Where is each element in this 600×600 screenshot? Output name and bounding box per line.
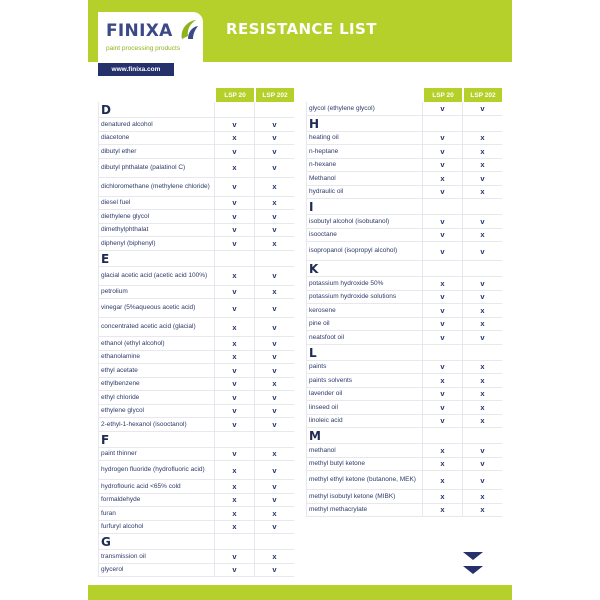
lsp20-value: v xyxy=(214,145,254,158)
lsp20-value: v xyxy=(214,391,254,404)
lsp20-value: x xyxy=(422,172,462,185)
lsp20-value: v xyxy=(422,159,462,172)
chemical-name: diphenyl (biphenyl) xyxy=(101,239,156,247)
table-row xyxy=(307,215,502,229)
table-row xyxy=(307,172,502,186)
lsp202-value: x xyxy=(254,448,294,461)
table-row xyxy=(99,405,294,419)
lsp20-value: v xyxy=(422,215,462,228)
lsp202-value: v xyxy=(254,564,294,577)
lsp202-value: v xyxy=(462,291,502,304)
lsp202-value: v xyxy=(462,277,502,290)
continue-arrows-icon xyxy=(463,552,483,576)
lsp20-value: x xyxy=(214,132,254,145)
lsp20-value: x xyxy=(422,490,462,503)
table-row xyxy=(99,448,294,462)
table-row xyxy=(99,521,294,535)
table-row xyxy=(99,480,294,494)
chemical-name: methanol xyxy=(309,446,336,454)
lsp202-value: x xyxy=(462,415,502,428)
chemical-name: vinegar (5%aqueous acetic acid) xyxy=(101,304,196,312)
lsp20-value: v xyxy=(422,102,462,115)
table-row xyxy=(307,361,502,375)
column-header xyxy=(98,88,294,102)
chemical-name: ethylene glycol xyxy=(101,407,144,414)
lsp202-value: x xyxy=(462,490,502,503)
chemical-name: potassium hydroxide solutions xyxy=(309,293,397,300)
lsp202-value: x xyxy=(462,159,502,172)
lsp202-value: v xyxy=(254,299,294,317)
chemical-name: pine oil xyxy=(309,320,330,327)
chemical-name: concentrated acetic acid (glacial) xyxy=(101,323,196,331)
brand-tagline: paint processing products xyxy=(106,45,181,52)
table-row xyxy=(307,444,502,458)
table-row xyxy=(99,224,294,238)
table-row xyxy=(99,299,294,318)
resistance-table-left xyxy=(98,102,294,577)
lsp202-value: v xyxy=(254,364,294,377)
chemical-name: transmission oil xyxy=(101,552,146,560)
lsp202-value: v xyxy=(254,267,294,285)
lsp20-value: v xyxy=(214,564,254,577)
chemical-name: lavender oil xyxy=(309,390,343,397)
table-row xyxy=(99,267,294,286)
lsp20-value: x xyxy=(422,471,462,489)
lsp20-value: x xyxy=(214,267,254,285)
lsp20-value: x xyxy=(422,458,462,471)
lsp202-value: x xyxy=(462,304,502,317)
chemical-name: isopropanol (isopropyl alcohol) xyxy=(309,247,398,255)
lsp20-value: x xyxy=(214,351,254,364)
lsp20-value: v xyxy=(422,318,462,331)
lsp20-value: v xyxy=(214,418,254,431)
table-row xyxy=(99,564,294,578)
lsp202-value: x xyxy=(462,374,502,387)
table-row xyxy=(307,388,502,402)
table-row xyxy=(99,550,294,564)
table-row xyxy=(99,145,294,159)
lsp202-value: x xyxy=(462,186,502,199)
table-row xyxy=(99,351,294,365)
lsp20-value: v xyxy=(422,291,462,304)
chemical-name: ethanol (ethyl alcohol) xyxy=(101,339,165,347)
lsp202-value: v xyxy=(254,118,294,131)
lsp202-value: x xyxy=(254,237,294,250)
lsp20-value: v xyxy=(422,388,462,401)
chemical-name: glycerol xyxy=(101,566,124,573)
website-link[interactable]: www.finixa.com xyxy=(98,63,174,76)
lsp20-value: x xyxy=(214,521,254,534)
lsp202-value: v xyxy=(462,242,502,260)
chemical-name: hydraulic oil xyxy=(309,188,344,195)
lsp20-value: x xyxy=(422,504,462,517)
lsp202-value: v xyxy=(462,215,502,228)
chemical-name: ethanolamine xyxy=(101,353,141,360)
chemical-name: n-hexane xyxy=(309,161,337,168)
lsp20-value: v xyxy=(422,186,462,199)
lsp20-value: v xyxy=(214,378,254,391)
lsp202-value: v xyxy=(254,391,294,404)
chemical-name: ethyl acetate xyxy=(101,366,138,374)
header-lsp202: LSP 202 xyxy=(256,88,294,102)
lsp202-value: v xyxy=(462,458,502,471)
table-row xyxy=(307,102,502,116)
lsp202-value: x xyxy=(462,401,502,414)
section-letter: H xyxy=(307,116,502,132)
lsp202-value: v xyxy=(254,318,294,336)
chemical-name: ethylbenzene xyxy=(101,380,140,387)
chemical-name: kerosene xyxy=(309,306,336,314)
table-row xyxy=(99,378,294,392)
chemical-name: hydroflouric acid <65% cold xyxy=(101,482,181,490)
lsp202-value: v xyxy=(254,145,294,158)
lsp20-value: v xyxy=(214,237,254,250)
lsp20-value: v xyxy=(214,118,254,131)
lsp20-value: x xyxy=(422,277,462,290)
section-letter: M xyxy=(307,428,502,444)
table-row xyxy=(99,118,294,132)
section-letter: D xyxy=(99,102,294,118)
lsp202-value: x xyxy=(462,229,502,242)
header-lsp202: LSP 202 xyxy=(464,88,502,102)
table-row xyxy=(307,318,502,332)
chemical-name: isobutyl alcohol (isobutanol) xyxy=(309,217,390,225)
lsp20-value: v xyxy=(422,415,462,428)
table-row xyxy=(307,159,502,173)
section-letter: F xyxy=(99,432,294,448)
section-letter: G xyxy=(99,534,294,550)
table-row xyxy=(307,504,502,518)
chemical-name: neatsfoot oil xyxy=(309,333,345,341)
lsp20-value: v xyxy=(214,299,254,317)
table-row xyxy=(99,237,294,251)
header-lsp20: LSP 20 xyxy=(424,88,462,102)
table-row xyxy=(307,471,502,490)
lsp20-value: v xyxy=(422,229,462,242)
chemical-name: linoleic acid xyxy=(309,417,343,424)
table-row xyxy=(99,507,294,521)
lsp20-value: v xyxy=(214,448,254,461)
table-row xyxy=(307,186,502,200)
table-row xyxy=(99,159,294,178)
lsp202-value: v xyxy=(254,337,294,350)
chemical-name: diacetone xyxy=(101,134,130,141)
table-row xyxy=(99,178,294,197)
table-row xyxy=(307,229,502,243)
table-row xyxy=(307,415,502,429)
table-row xyxy=(99,286,294,300)
left-column xyxy=(98,88,294,577)
chemical-name: hydrogen fluoride (hydrofluoric acid) xyxy=(101,466,205,474)
chemical-name: furan xyxy=(101,509,116,517)
lsp20-value: x xyxy=(422,444,462,457)
lsp202-value: v xyxy=(462,172,502,185)
lsp202-value: v xyxy=(254,351,294,364)
chemical-name: paints solvents xyxy=(309,376,352,384)
lsp202-value: x xyxy=(462,504,502,517)
table-row xyxy=(307,145,502,159)
lsp202-value: v xyxy=(254,480,294,493)
lsp202-value: v xyxy=(462,444,502,457)
lsp202-value: v xyxy=(462,102,502,115)
chemical-name: methyl isobutyl ketone (MIBK) xyxy=(309,492,396,500)
table-row xyxy=(307,304,502,318)
chemical-name: n-heptane xyxy=(309,147,339,155)
table-row xyxy=(99,132,294,146)
lsp202-value: v xyxy=(462,331,502,344)
header-band xyxy=(88,0,512,62)
page-title: RESISTANCE LIST xyxy=(226,20,377,38)
lsp20-value: v xyxy=(214,405,254,418)
logo xyxy=(98,12,203,62)
lsp20-value: v xyxy=(214,550,254,563)
lsp20-value: x xyxy=(214,494,254,507)
lsp202-value: x xyxy=(254,550,294,563)
chemical-name: isooctane xyxy=(309,231,337,238)
lsp20-value: v xyxy=(214,197,254,210)
chemical-name: dibutyl ether xyxy=(101,147,137,155)
lsp20-value: v xyxy=(422,242,462,260)
footer-band xyxy=(88,585,512,600)
lsp202-value: x xyxy=(254,197,294,210)
table-row xyxy=(99,418,294,432)
swirl-logo-icon xyxy=(178,17,200,43)
lsp202-value: x xyxy=(462,145,502,158)
lsp20-value: v xyxy=(422,145,462,158)
section-letter: K xyxy=(307,261,502,277)
column-header xyxy=(306,88,502,102)
lsp202-value: x xyxy=(254,286,294,299)
chemical-name: paint thinner xyxy=(101,450,137,457)
lsp20-value: v xyxy=(214,364,254,377)
chemical-name: Methanol xyxy=(309,174,336,182)
lsp20-value: x xyxy=(214,480,254,493)
lsp202-value: x xyxy=(462,318,502,331)
section-letter: L xyxy=(307,345,502,361)
lsp20-value: x xyxy=(422,374,462,387)
chemical-name: linseed oil xyxy=(309,403,338,411)
chemical-name: furfuryl alcohol xyxy=(101,523,144,530)
section-letter: E xyxy=(99,251,294,267)
table-row xyxy=(307,291,502,305)
chemical-name: denatured alcohol xyxy=(101,120,153,128)
lsp20-value: x xyxy=(214,337,254,350)
table-row xyxy=(307,331,502,345)
chemical-name: methyl ethyl ketone (butanone, MEK) xyxy=(309,476,416,484)
lsp20-value: v xyxy=(422,304,462,317)
table-row xyxy=(99,337,294,351)
lsp20-value: x xyxy=(214,507,254,520)
chemical-name: formaldehyde xyxy=(101,496,141,503)
lsp20-value: x xyxy=(214,159,254,177)
chemical-name: diesel fuel xyxy=(101,199,131,206)
section-letter: I xyxy=(307,199,502,215)
lsp20-value: v xyxy=(422,132,462,145)
table-row xyxy=(99,318,294,337)
table-row xyxy=(307,374,502,388)
lsp202-value: x xyxy=(254,507,294,520)
chemical-name: diethylene glycol xyxy=(101,212,150,220)
right-column xyxy=(306,88,502,517)
table-row xyxy=(99,364,294,378)
lsp202-value: v xyxy=(254,521,294,534)
chemical-name: ethyl chloride xyxy=(101,393,140,401)
resistance-table-right xyxy=(306,102,502,517)
lsp20-value: v xyxy=(214,210,254,223)
lsp202-value: x xyxy=(462,132,502,145)
table-row xyxy=(99,210,294,224)
lsp202-value: v xyxy=(254,494,294,507)
lsp202-value: v xyxy=(462,471,502,489)
lsp202-value: x xyxy=(462,388,502,401)
brand-name: FINIXA xyxy=(106,21,173,41)
lsp20-value: v xyxy=(422,361,462,374)
lsp20-value: v xyxy=(214,286,254,299)
chemical-name: methyl methacrylate xyxy=(309,506,368,513)
chemical-name: paints xyxy=(309,363,327,370)
table-row xyxy=(307,242,502,261)
chemical-name: petrolium xyxy=(101,288,128,295)
table-row xyxy=(307,490,502,504)
table-row xyxy=(307,401,502,415)
lsp202-value: v xyxy=(254,132,294,145)
lsp202-value: v xyxy=(254,224,294,237)
lsp20-value: v xyxy=(422,401,462,414)
chemical-name: dibutyl phthalate (palatinol C) xyxy=(101,163,186,171)
lsp20-value: v xyxy=(214,178,254,196)
table-row xyxy=(99,494,294,508)
lsp20-value: v xyxy=(422,331,462,344)
chemical-name: glacial acetic acid (acetic acid 100%) xyxy=(101,271,208,279)
header-lsp20: LSP 20 xyxy=(216,88,254,102)
table-row xyxy=(99,461,294,480)
lsp202-value: x xyxy=(254,378,294,391)
lsp202-value: v xyxy=(254,461,294,479)
lsp20-value: v xyxy=(214,224,254,237)
chemical-name: 2-ethyl-1-hexanol (isooctanol) xyxy=(101,420,187,428)
lsp20-value: x xyxy=(214,461,254,479)
table-row xyxy=(307,277,502,291)
lsp202-value: x xyxy=(462,361,502,374)
chemical-name: methyl butyl ketone xyxy=(309,460,366,467)
chemical-name: glycol (ethylene glycol) xyxy=(309,104,375,112)
lsp202-value: v xyxy=(254,159,294,177)
chemical-name: dichloromethane (methylene chloride) xyxy=(101,182,210,190)
lsp202-value: v xyxy=(254,418,294,431)
lsp202-value: v xyxy=(254,210,294,223)
lsp20-value: x xyxy=(214,318,254,336)
chemical-name: dimethylphthalat xyxy=(101,226,149,233)
chemical-name: potassium hydroxide 50% xyxy=(309,279,384,287)
lsp202-value: v xyxy=(254,405,294,418)
table-row xyxy=(99,197,294,211)
table-row xyxy=(307,132,502,146)
table-row xyxy=(99,391,294,405)
chemical-name: heating oil xyxy=(309,134,339,141)
table-row xyxy=(307,458,502,472)
lsp202-value: x xyxy=(254,178,294,196)
